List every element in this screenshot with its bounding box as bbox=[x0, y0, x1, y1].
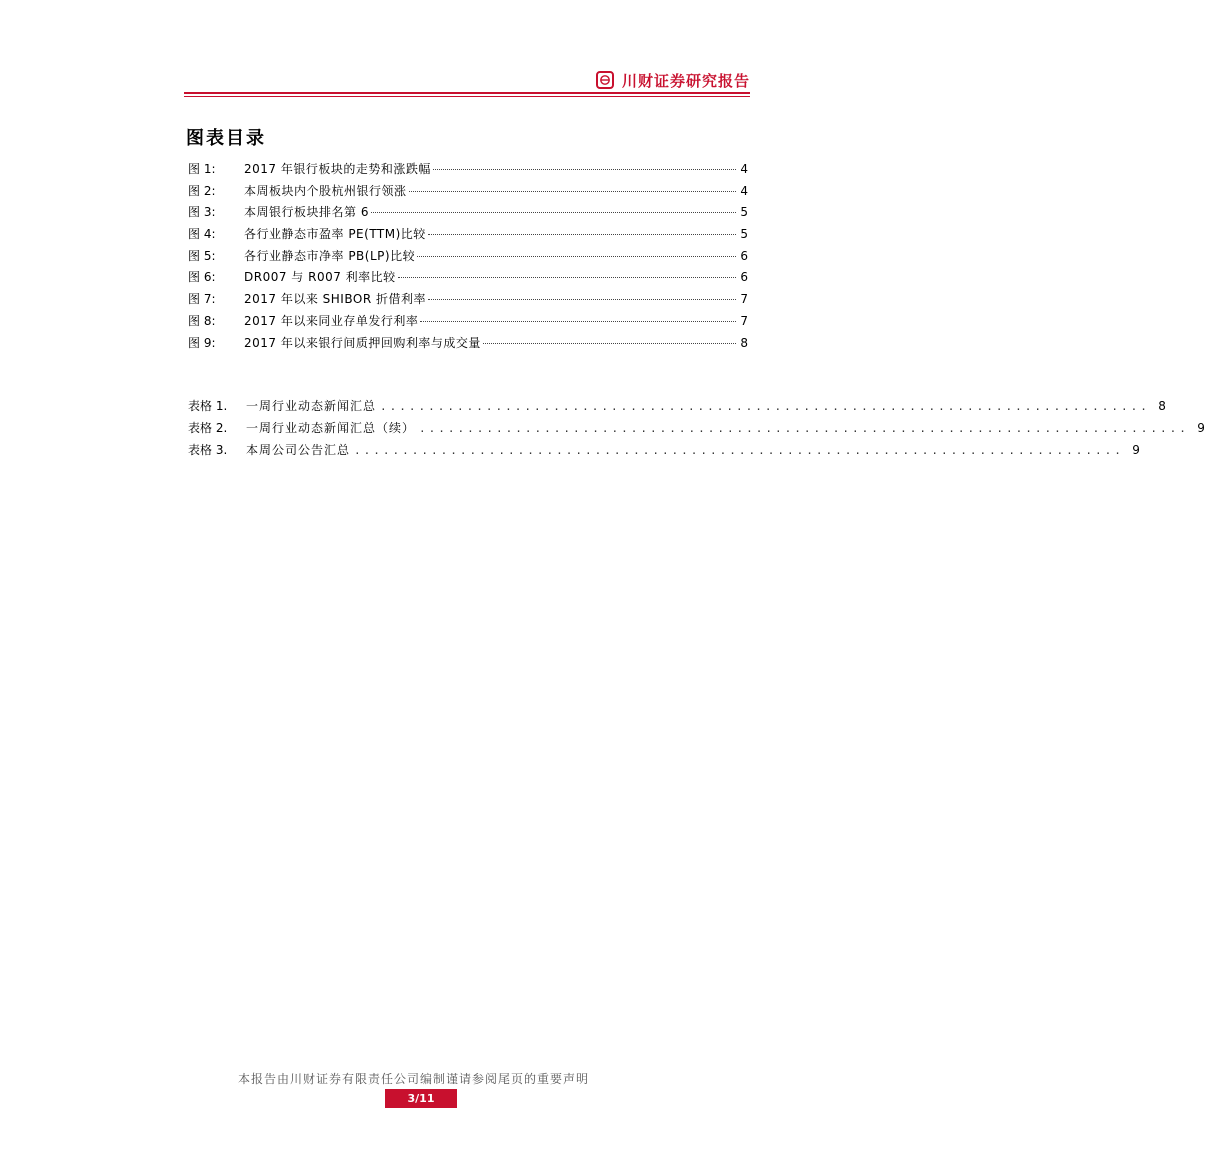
figure-title: 本周板块内个股杭州银行领涨 bbox=[244, 183, 407, 198]
figure-page-number: 4 bbox=[740, 183, 748, 198]
table-title: 一周行业动态新闻汇总 bbox=[246, 399, 377, 413]
figure-label: 图 8: bbox=[188, 313, 216, 328]
figure-label: 图 7: bbox=[188, 292, 216, 307]
dot-leader bbox=[409, 191, 736, 192]
figure-page-number: 4 bbox=[740, 162, 748, 176]
figure-title: 各行业静态市盈率 PE(TTM)比较 bbox=[244, 227, 426, 242]
figure-label: 图 6: bbox=[188, 270, 216, 285]
table-entry[interactable] bbox=[188, 417, 1205, 439]
figure-label: 图 3: bbox=[188, 205, 216, 220]
figure-entry[interactable] bbox=[188, 224, 748, 246]
dot-leader: ................................................................................ bbox=[419, 422, 1189, 435]
table-entry[interactable] bbox=[188, 439, 1140, 461]
figure-title: 2017 年以来银行间质押回购利率与成交量 bbox=[244, 335, 481, 350]
figure-label: 图 4: bbox=[188, 227, 216, 242]
figure-page-number: 6 bbox=[740, 270, 748, 285]
dot-leader: ................................................................................ bbox=[354, 444, 1124, 457]
figure-title: 2017 年以来同业存单发行利率 bbox=[244, 313, 419, 328]
page-number-badge: 3/11 bbox=[385, 1089, 457, 1108]
figure-title: 2017 年银行板块的走势和涨跌幅 bbox=[244, 162, 431, 176]
table-title: 一周行业动态新闻汇总（续） bbox=[246, 421, 416, 435]
figure-entry[interactable] bbox=[188, 181, 748, 203]
figure-page-number: 5 bbox=[740, 205, 748, 220]
dot-leader bbox=[483, 343, 736, 344]
figure-title: 2017 年以来 SHIBOR 折借利率 bbox=[244, 292, 426, 307]
dot-leader bbox=[433, 169, 736, 170]
figure-page-number: 8 bbox=[740, 335, 748, 350]
figure-label: 图 2: bbox=[188, 183, 216, 198]
figure-page-number: 5 bbox=[740, 227, 748, 242]
figure-entry[interactable] bbox=[188, 333, 748, 355]
toc-title: 图表目录 bbox=[186, 128, 266, 149]
table-list bbox=[188, 395, 1205, 461]
table-label: 表格 1. bbox=[188, 399, 228, 413]
figure-page-number: 6 bbox=[740, 248, 748, 263]
figure-label: 图 1: bbox=[188, 162, 216, 176]
table-page-number: 9 bbox=[1197, 421, 1205, 435]
table-page-number: 9 bbox=[1132, 443, 1140, 457]
dot-leader bbox=[417, 256, 736, 257]
footer-disclaimer: 本报告由川财证券有限责任公司编制谨请参阅尾页的重要声明 bbox=[237, 1072, 589, 1086]
figure-label: 图 5: bbox=[188, 248, 216, 263]
brand-name: 川财证券研究报告 bbox=[621, 71, 750, 90]
figure-list bbox=[188, 159, 748, 354]
table-entry[interactable] bbox=[188, 395, 1166, 417]
figure-entry[interactable] bbox=[188, 311, 748, 333]
figure-title: 本周银行板块排名第 6 bbox=[244, 205, 369, 220]
dot-leader bbox=[398, 277, 736, 278]
table-label: 表格 3. bbox=[188, 443, 228, 457]
figure-entry[interactable] bbox=[188, 246, 748, 268]
header-brand bbox=[596, 68, 750, 92]
dot-leader: ................................................................................ bbox=[380, 400, 1150, 413]
figure-page-number: 7 bbox=[740, 292, 748, 307]
header-divider bbox=[184, 92, 750, 94]
figure-entry[interactable] bbox=[188, 159, 748, 181]
table-page-number: 8 bbox=[1158, 399, 1166, 413]
figure-entry[interactable] bbox=[188, 202, 748, 224]
table-title: 本周公司公告汇总 bbox=[246, 443, 351, 457]
figure-entry[interactable] bbox=[188, 267, 748, 289]
dot-leader bbox=[428, 234, 736, 235]
figure-title: DR007 与 R007 利率比较 bbox=[244, 270, 396, 285]
figure-entry[interactable] bbox=[188, 289, 748, 311]
dot-leader bbox=[428, 299, 736, 300]
figure-label: 图 9: bbox=[188, 335, 216, 350]
figure-title: 各行业静态市净率 PB(LP)比较 bbox=[244, 248, 416, 263]
header-divider-thin bbox=[184, 96, 750, 97]
chuancai-logo-icon bbox=[596, 71, 614, 89]
figure-page-number: 7 bbox=[740, 313, 748, 328]
table-label: 表格 2. bbox=[188, 421, 228, 435]
dot-leader bbox=[371, 212, 736, 213]
dot-leader bbox=[420, 321, 736, 322]
